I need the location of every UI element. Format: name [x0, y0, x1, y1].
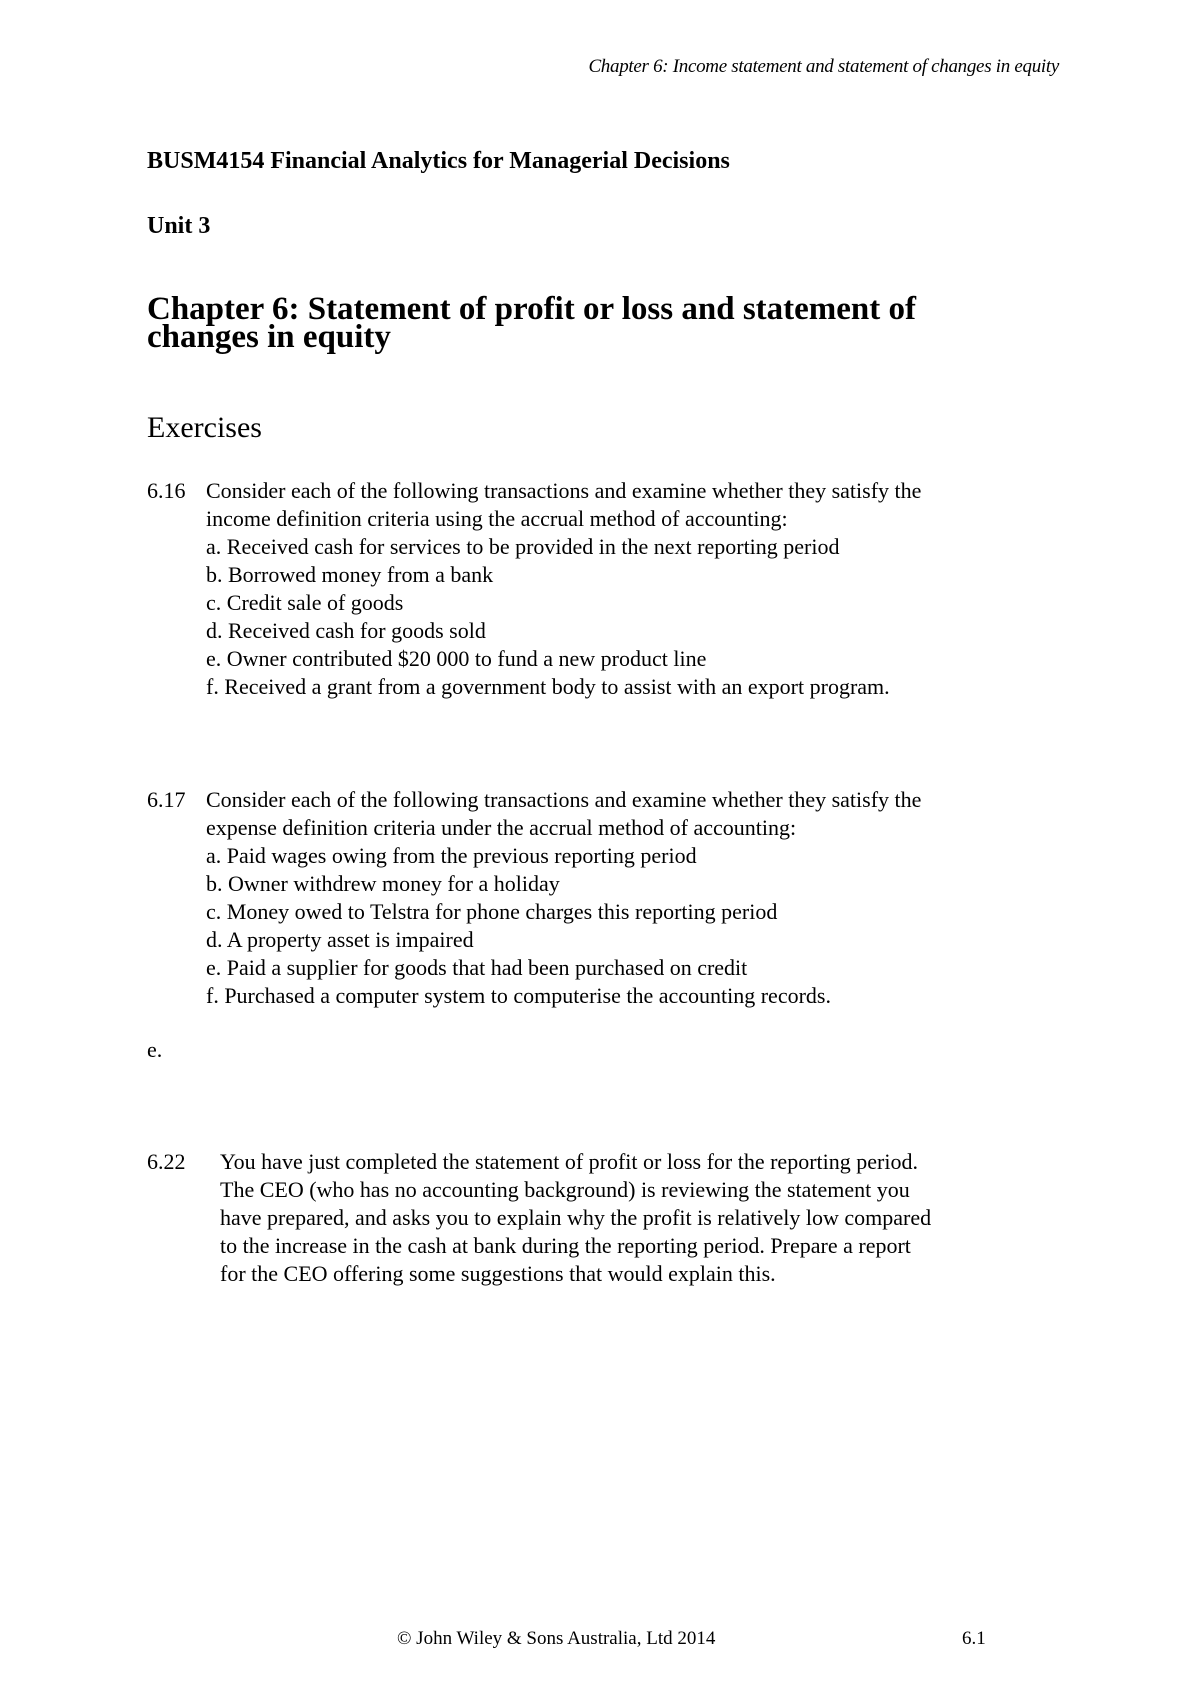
- chapter-title-line: changes in equity: [147, 319, 391, 355]
- exercise-text-line: You have just completed the statement of profit or loss for the reporting period.: [220, 1149, 918, 1174]
- exercise-number: 6.22: [147, 1149, 186, 1174]
- section-heading: Exercises: [147, 411, 262, 444]
- chapter-title: [147, 288, 1047, 355]
- exercise-text-line: expense definition criteria under the accrual method of accounting:: [206, 815, 797, 840]
- list-item: c. Money owed to Telstra for phone charges this reporting period: [206, 899, 778, 924]
- footer-page-number: 6.1: [962, 1628, 986, 1649]
- course-title: BUSM4154 Financial Analytics for Managerial Decisions: [147, 148, 730, 174]
- list-item: e. Paid a supplier for goods that had been purchased on credit: [206, 955, 748, 980]
- list-item: b. Owner withdrew money for a holiday: [206, 871, 560, 896]
- exercise-number: 6.17: [147, 787, 186, 812]
- list-item: e. Owner contributed $20 000 to fund a new product line: [206, 646, 707, 671]
- running-header: Chapter 6: Income statement and statement of changes in equity: [588, 56, 1059, 77]
- list-item: b. Borrowed money from a bank: [206, 562, 494, 587]
- exercise-text-line: Consider each of the following transactions and examine whether they satisfy the: [206, 787, 922, 812]
- exercise-text-line: The CEO (who has no accounting background) is reviewing the statement you: [220, 1177, 910, 1202]
- exercise-text-line: have prepared, and asks you to explain why the profit is relatively low compared: [220, 1205, 932, 1230]
- list-item: f. Purchased a computer system to computerise the accounting records.: [206, 983, 831, 1008]
- exercise-number: 6.16: [147, 478, 186, 503]
- exercise-body: [206, 477, 921, 701]
- list-item: d. Received cash for goods sold: [206, 618, 486, 643]
- exercise-text-line: Consider each of the following transactions and examine whether they satisfy the: [206, 478, 922, 503]
- footer-copyright: © John Wiley & Sons Australia, Ltd 2014: [397, 1628, 716, 1649]
- list-item: a. Paid wages owing from the previous reporting period: [206, 843, 697, 868]
- list-item: d. A property asset is impaired: [206, 927, 474, 952]
- chapter-title-line: Chapter 6: Statement of profit or loss and statement of: [147, 291, 917, 327]
- list-item: f. Received a grant from a government body to assist with an export program.: [206, 674, 890, 699]
- exercise-text-line: for the CEO offering some suggestions that would explain this.: [220, 1261, 776, 1286]
- list-item: a. Received cash for services to be provided in the next reporting period: [206, 534, 840, 559]
- unit-label: Unit 3: [147, 213, 211, 239]
- list-item: c. Credit sale of goods: [206, 590, 404, 615]
- exercise-body: [220, 1148, 931, 1288]
- exercise-text-line: income definition criteria using the accrual method of accounting:: [206, 506, 788, 531]
- stray-list-marker: e.: [147, 1037, 163, 1062]
- exercise-body: [206, 786, 921, 1010]
- exercise-text-line: to the increase in the cash at bank during the reporting period. Prepare a report: [220, 1233, 911, 1258]
